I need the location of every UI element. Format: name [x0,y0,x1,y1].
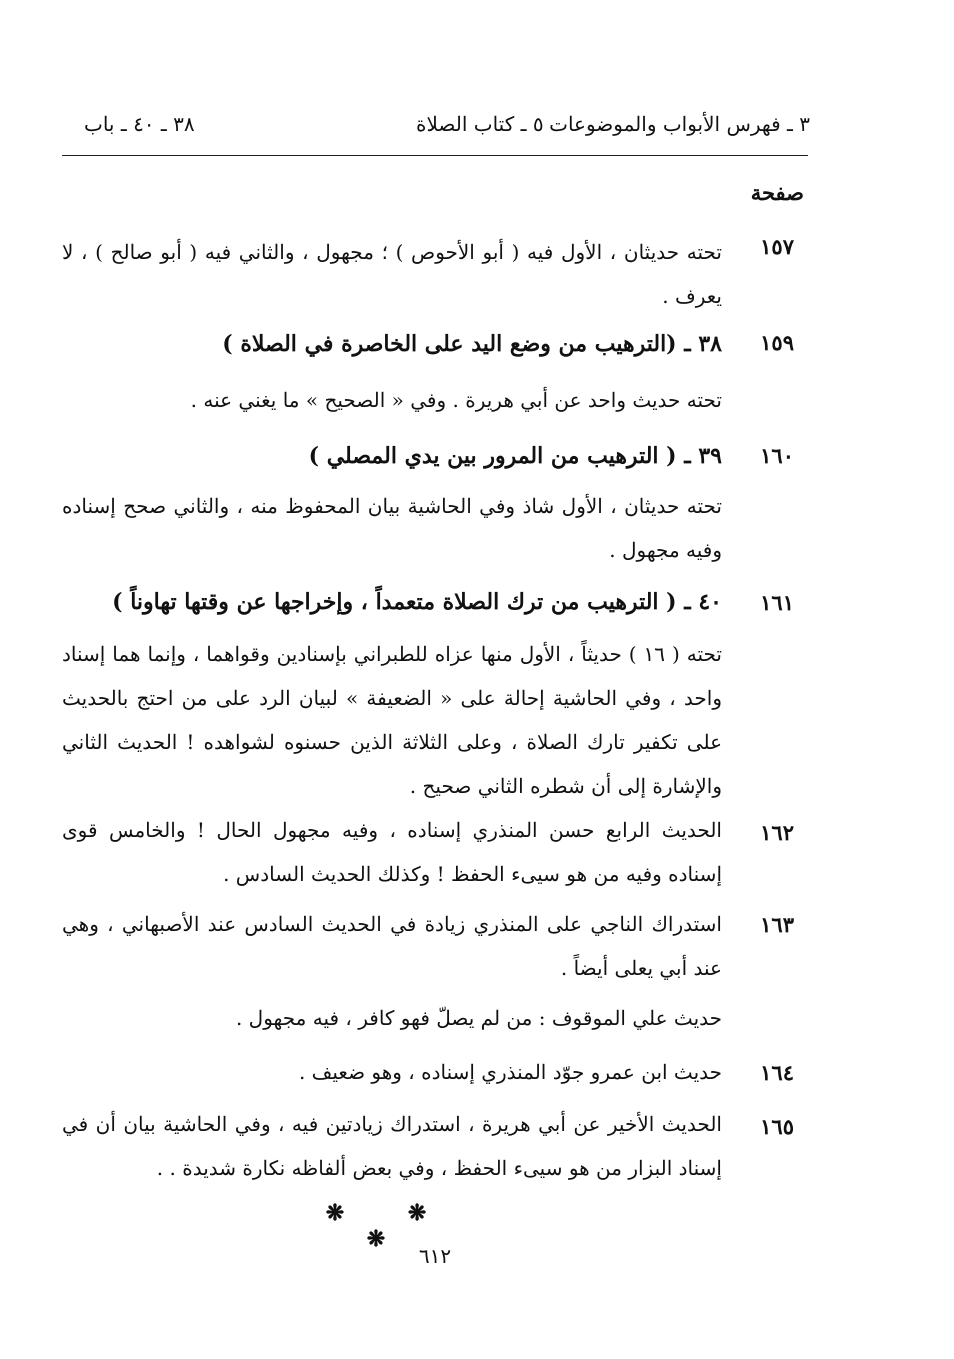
section-title: ٣٨ ـ (الترهيب من وضع اليد على الخاصرة في الصلاة ) [222,331,722,357]
entry-text: الحديث الرابع حسن المنذري إسناده ، وفيه مجهول الحال ! والخامس قوى إسناده وفيه من هو سيىء الحفظ ! وكذلك الحديث السادس . [62,818,722,886]
entry-text: تحته حديثان ، الأول فيه ( أبو الأحوص ) ؛ مجهول ، والثاني فيه ( أبو صالح ) ، لا يعرف . [62,240,722,308]
section-separator: ❋ ❋ ❋ [325,1200,455,1252]
entry-text: استدراك الناجي على المنذري زيادة في الحديث السادس عند الأصبهاني ، وهي عند أبي يعلى أيضاً . [62,912,722,980]
entry-page-number: ١٦١ [760,590,794,615]
entry-page-number: ١٦٢ [760,820,794,845]
page-number: ٦١٢ [418,1244,452,1268]
entry-page-number: ١٦٤ [760,1060,794,1085]
entry-page-number: ١٦٥ [760,1114,794,1139]
entry-text: حديث علي الموقوف : من لم يصلّ فهو كافر ، فيه مجهول . [235,1006,722,1030]
header-chapter-range: ٣٨ ـ ٤٠ ـ باب [84,112,195,136]
header-index-title: ٣ ـ فهرس الأبواب والموضوعات [549,112,810,136]
entry-text: تحته حديث واحد عن أبي هريرة . وفي « الصحيح » ما يغني عنه . [190,388,722,412]
entry-text: تحته حديثان ، الأول شاذ وفي الحاشية بيان المحفوظ منه ، والثاني صحح إسناده وفيه مجهول . [62,494,722,562]
entry-text: حديث ابن عمرو جوّد المنذري إسناده ، وهو ضعيف . [298,1060,722,1084]
header-book-title: ٥ ـ كتاب الصلاة [416,112,544,136]
entry-page-number: ١٦٠ [760,443,794,468]
section-title: ٣٩ ـ ( الترهيب من المرور بين يدي المصلي ) [308,443,722,469]
entry-text: تحته ( ١٦ ) حديثاً ، الأول منها عزاه للطبراني بإسنادين وقواهما ، وإنما هما إسناد واحد ، وفي الحاشية إحالة على « الضعيفة » لبيان الرد على من احتج بالحديث على تكفير تارك الصلاة ، وعلى الثلاثة الذين حسنوه لشواهده ! الحديث الثاني والإشارة إلى أن شطره الثاني صحيح . [62,642,722,798]
running-header [62,112,810,146]
header-rule [62,155,808,156]
section-title: ٤٠ ـ ( الترهيب من ترك الصلاة متعمداً ، وإخراجها عن وقتها تهاوناً ) [112,589,722,615]
entry-text: الحديث الأخير عن أبي هريرة ، استدراك زيادتين فيه ، وفي الحاشية بيان أن في إسناد البزار من هو سيىء الحفظ ، وفي بعض ألفاظه نكارة شديدة . . [62,1112,722,1180]
entry-page-number: ١٦٣ [760,912,794,937]
entry-page-number: ١٥٧ [760,234,794,259]
entry-page-number: ١٥٩ [760,330,794,355]
page-column-label: صفحة [750,180,804,205]
